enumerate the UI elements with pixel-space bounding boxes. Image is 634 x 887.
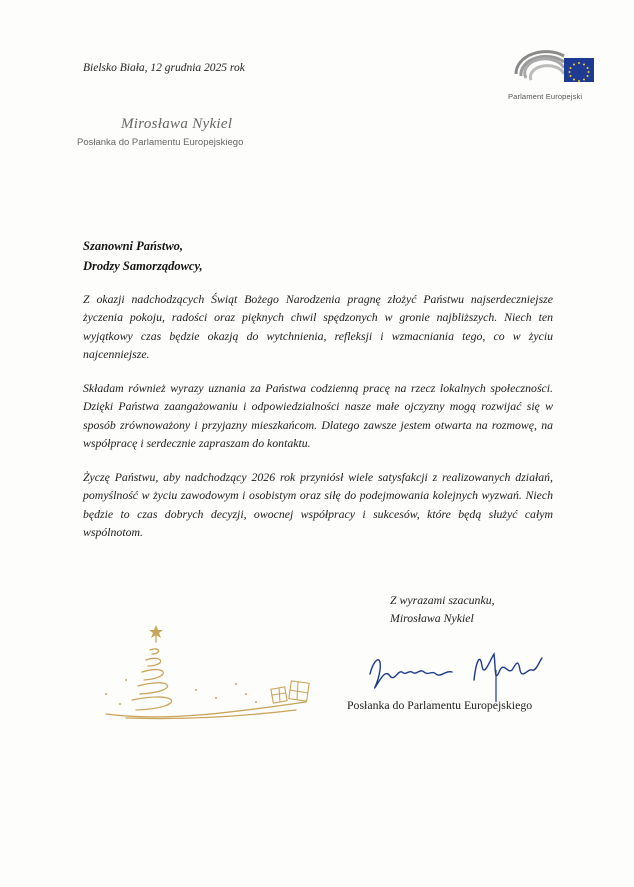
place-date: Bielsko Biała, 12 grudnia 2025 rok <box>83 62 245 74</box>
paragraph-1: Z okazji nadchodzących Świąt Bożego Narodzenia pragnę złożyć Państwu najserdeczniejsze życzenia pokoju, radości oraz pięknych chwil spędzonych w gronie najbliższych. Niech ten wyjątkowy czas będzie okazją do wytchnienia, refleksji i wzmacniania tego, co w życiu najcenniejsze. <box>83 292 553 362</box>
closing-line-1: Z wyrazami szacunku, <box>390 593 495 607</box>
sender-name: Mirosława Nykiel <box>121 116 233 132</box>
paragraph-2: Składam również wyrazy uznania za Państwa codzienną pracę na rzecz lokalnych społeczności. Dzięki Państwa zaangażowaniu i odpowiedzialności nasze małe ojczyzny mogą rozwijać się w sposób zrównoważony i przyjazny mieszkańcom. Dlatego zawsze jestem otwarta na rozmowę, na współpracę i serdecznie zapraszam do kontaktu. <box>83 381 553 451</box>
paragraph-3: Życzę Państwu, aby nadchodzący 2026 rok przyniósł wiele satysfakcji z realizowanych działań, pomyślność w życiu zawodowym i osobistym oraz siłę do podejmowania kolejnych wyzwań. Niech będzie to czas dobrych decyzji, owocnej współpracy i sukcesów, które będą służyć całym wspólnotom. <box>83 470 553 540</box>
salutation-line-2: Drodzy Samorządowcy, <box>83 259 203 273</box>
institution-name: Parlament Europejski <box>508 92 583 101</box>
salutation-line-1: Szanowni Państwo, <box>83 239 184 253</box>
christmas-tree-decoration <box>96 620 336 720</box>
closing-line-2: Mirosława Nykiel <box>390 610 474 625</box>
signature-title: Posłanka do Parlamentu Europejskiego <box>347 698 533 712</box>
closing <box>390 592 495 627</box>
european-parliament-logo <box>512 44 596 96</box>
sender-title: Posłanka do Parlamentu Europejskiego <box>77 137 244 148</box>
handwritten-signature <box>364 640 554 702</box>
salutation <box>83 236 203 276</box>
